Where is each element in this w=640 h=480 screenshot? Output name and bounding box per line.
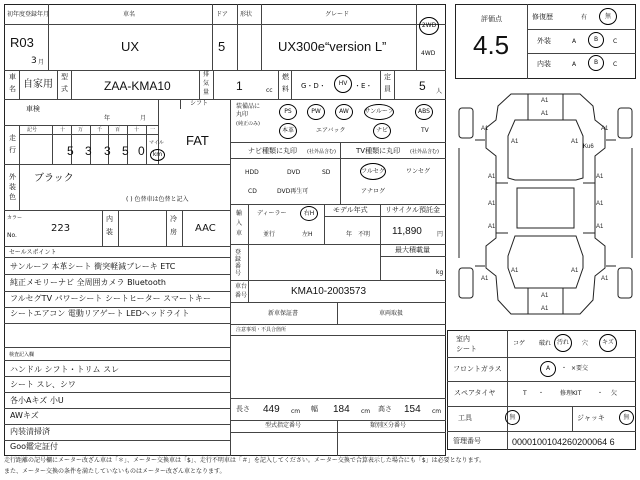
mgmt-number: 0000100104260200064 6 [512,437,615,447]
max-load-label: 最大積載量 [395,246,430,254]
color-label-2: 装 [9,183,16,191]
repair-no-circle: 無 [599,8,617,25]
tv-fullseg: フルセグ [360,163,386,180]
import-dealer: ディーラー [257,210,287,217]
color-no: 223 [51,223,71,234]
spare-t: T [523,390,527,397]
footer-note-1: 走行距離の記号欄にメーター改ざん車は「＊」、メーター交換車は「$」、走行不明車は「＃」を記入してください。メーター交換で合算表示した場合にも「$」は必要となります。 [4,457,486,464]
car-name: UX [121,39,140,54]
fuel-label: 燃 [282,73,289,81]
inspect-line-3: 各小Aキズ 小U [10,396,64,405]
reg-label: 登録番号 [235,249,242,277]
interior-label-2: 装 [106,228,113,236]
sales-line-3: フルセグTV パワーシート シートヒーター スマートキー [10,294,212,303]
interior-label: 室内 [456,335,470,343]
int-a: A [572,61,577,68]
digit-head-5: 十 [134,127,140,133]
sales-line-2: 純正メモリーナビ 全周囲カメラ Bluetooth [10,278,166,287]
mileage-digit-5: 0 [138,144,145,158]
color-label: 外 [9,173,16,181]
drive-4wd: 4WD [421,50,436,57]
tv-oneseg: ワンセグ [406,168,431,175]
fuel-label-2: 料 [282,85,289,93]
tv-note: (社外品含む) [410,149,439,155]
spare-dot-1: ・ [538,390,545,397]
front-glass-label: フロントガラス [453,365,502,373]
navi-dvd: DVD [287,169,301,176]
repair-yes: 有 [581,14,588,21]
mark-2: A1 [541,111,549,117]
int-c: C [613,61,618,68]
fuel-hv-circle: HV [334,75,352,93]
repair-label: 修復歴 [532,13,553,21]
digit-head-0: 記号 [27,127,38,133]
ext-a: A [572,38,577,45]
color-no-label: カラー [7,215,23,221]
height-label: 高さ [378,405,392,413]
use-value: 自家用 [23,79,53,90]
inspect-line-2: シート スレ、シワ [10,380,76,389]
car-diagram [455,88,636,320]
color-no-label-2: No. [7,232,17,239]
manual-label: 車両取扱 [379,310,404,317]
width-unit: cm [361,408,371,415]
import-left-h: 左H [302,231,313,238]
import-label-2: 入 [236,220,243,227]
inspect-line-6: Goo鑑定証付 [10,442,58,451]
height-value: 154 [404,404,421,415]
int-label: 内装 [537,60,551,68]
equip-ps: PS [279,104,297,120]
digit-head-1: 十 [60,127,66,133]
recycle-value: 11,890 [392,226,422,237]
length-label: 長さ [236,405,250,413]
interior-dirt-circle: 汚れ [554,334,572,352]
notes-title: 注意事項・不具合箇所 [236,327,287,333]
color-note: ( ) 色替車は色替と記入 [126,196,189,203]
inspection-label: 車検 [26,105,40,113]
mark-9: A1 [488,201,496,207]
equip-leather: 本革 [279,123,297,139]
grade-label: グレード [325,11,350,18]
mark-12: A1 [596,224,604,230]
interior-scorch: コゲ [513,340,526,347]
capacity-label-2: 員 [384,85,391,93]
footer-note-2: また、メーター交換の条件を満たしていないものはメーター改ざん車となります。 [4,468,226,475]
door-label: ドア [216,11,228,18]
interior-tear: 破れ [539,340,552,347]
capacity: 5 [419,79,426,93]
sales-line-4: シートエアコン 電動リアゲート LEDヘッドライト [10,309,190,318]
navi-hdd: HDD [245,169,259,176]
equip-sunroof: サンルーフ [364,104,394,120]
inspection-month-unit: 月 [140,115,147,122]
height-unit: cm [432,408,442,415]
reg-month: 3 [31,56,37,66]
sales-title: セールスポイント [9,249,57,256]
ac-value: AAC [195,223,216,234]
use-label: 車 [9,73,16,81]
import-label: 輸 [236,210,243,217]
equip-pw: PW [307,104,325,120]
ac-label-2: 房 [170,228,177,236]
type-no-label: 型式指定番号 [265,422,302,429]
ext-b-circle: B [588,32,604,48]
reg-year-label: 初年度登録年月 [7,11,50,18]
model-value: ZAA-KMA10 [104,79,171,93]
mark-11: A1 [488,224,496,230]
mark-3: A1 [511,139,519,145]
front-glass-a-circle: A [540,361,556,377]
navi-dvd-play: DVD再生可 [277,188,309,195]
mark-4: A1 [571,139,579,145]
equip-label-2: 丸印 [236,111,249,118]
displacement: 1 [236,79,243,93]
inspection-year-unit: 年 [104,115,111,122]
model-label: 型 [61,73,68,81]
digit-head-3: 千 [97,127,103,133]
equip-abs: ABS [415,104,433,120]
shape-label: 形状 [240,11,253,18]
equip-navi: ナビ [373,123,391,139]
inspect-line-1: ハンドル シフト・トリム スレ [10,365,120,374]
navi-sd: SD [322,169,331,176]
interior-scratch-circle: キズ [599,334,617,352]
front-glass-dot: ・ [561,365,568,372]
ext-label: 外装 [537,37,551,45]
width-label: 幅 [311,405,318,413]
import-label-3: 車 [236,230,243,237]
mileage-label-2: 行 [9,146,16,154]
drive-2wd-circle: 2WD [419,17,439,35]
mark-16: A1 [541,306,549,312]
disp-label-3: 量 [203,89,210,96]
color-label-3: 色 [9,193,16,201]
digit-head-2: 万 [78,127,84,133]
reg-month-suffix: 月 [38,59,45,66]
car-name-label: 車名 [123,11,136,18]
door: 5 [218,39,226,54]
model-year: 年 不明 [346,231,371,238]
navi-note: (社外品含む) [307,149,336,155]
inspect-title: 検査記入欄 [9,352,35,358]
tools-none-circle: 無 [505,410,520,425]
disp-label: 排 [203,71,210,78]
grade: UX300e“version L” [278,39,387,54]
mileage-digit-1: 5 [67,144,74,158]
equip-aw: AW [335,104,353,120]
front-glass-replace: ×要交 [571,365,589,372]
color-value: ブラック [34,173,74,184]
disp-label-2: 気 [203,80,210,87]
use-label-2: 名 [9,85,16,93]
mark-8: A1 [596,174,604,180]
model-label-2: 式 [61,85,68,93]
chassis-value: KMA10-2003573 [291,286,367,297]
import-parallel: 並行 [263,231,276,238]
fuel-rest: ・E・ [354,82,373,90]
mark-19: Ku6 [583,144,594,150]
ac-label: 冷 [170,215,177,223]
width-value: 184 [333,404,350,415]
equip-tv: TV [421,127,429,134]
mark-17: A1 [511,268,519,274]
spare-missing: 欠 [611,390,618,397]
mark-7: A1 [488,174,496,180]
inspect-line-4: AWキズ [10,411,39,420]
reg-year: R03 [10,35,34,50]
sales-line-1: サンルーフ 本革シート 衝突軽減ブレーキ ETC [10,262,176,271]
inspect-line-5: 内装清掃済 [10,427,50,436]
digit-head-4: 百 [115,127,121,133]
recycle-yen: 円 [437,231,444,238]
tv-analog: アナログ [361,188,386,195]
equip-airbag: エアバック [316,127,346,134]
mark-10: A1 [596,201,604,207]
spare-label: スペアタイヤ [454,389,496,397]
mileage-digit-3: 3 [104,144,111,158]
fuel-options: G・D・ [301,82,326,90]
warranty-label: 新車保証書 [268,310,299,317]
interior-label-2: シート [456,345,477,353]
capacity-unit: 人 [436,88,443,95]
mark-5: A1 [481,126,489,132]
import-right-h: 右H [300,206,318,221]
interior-hole: 穴 [582,340,589,347]
kg-unit: kg [436,269,444,276]
mileage-digit-2: 3 [85,144,92,158]
spare-kit: 修理KIT [560,390,582,397]
jack-label: ジャッキ [577,414,605,422]
mark-1: A1 [541,98,549,104]
score-value: 4.5 [473,30,510,60]
cc-unit: cc [266,87,273,94]
tv-title: TV種類に丸印 [356,147,401,155]
car-outline [455,88,636,320]
navi-title: ナビ種類に丸印 [248,147,297,155]
recycle-label: リサイクル預託金 [385,206,441,214]
chassis-label: 車台 [235,283,248,290]
navi-cd: CD [248,188,257,195]
shift-label: シフト [190,100,209,107]
mileage-label: 走 [9,134,16,142]
ext-c: C [613,38,618,45]
capacity-label: 定 [384,73,391,81]
mark-18: A1 [571,268,579,274]
spare-dot-2: ・ [597,390,604,397]
mark-13: A1 [481,276,489,282]
shift: FAT [186,133,209,148]
tools-label: 工具 [458,414,472,422]
jack-none-circle: 無 [619,410,634,425]
length-unit: cm [291,408,301,415]
mile-unit: マイル [149,140,164,146]
mark-6: A1 [601,126,609,132]
chassis-label-2: 番号 [235,292,248,299]
digit-head-6: 一 [150,127,156,133]
interior-label: 内 [106,215,113,223]
mileage-digit-4: 5 [122,144,129,158]
score-label: 評価点 [481,15,502,23]
equip-label: 装備品に [236,103,261,110]
class-no-label: 類別区分番号 [370,422,407,429]
mgmt-label: 管理番号 [453,437,481,445]
mark-15: A1 [541,293,549,299]
km-circle: km [150,149,165,161]
equip-label-3: (純正のみ) [236,121,260,127]
length-value: 449 [263,404,280,415]
mark-14: A1 [601,276,609,282]
model-year-label: モデル年式 [333,206,368,214]
int-b-circle: B [588,55,604,71]
